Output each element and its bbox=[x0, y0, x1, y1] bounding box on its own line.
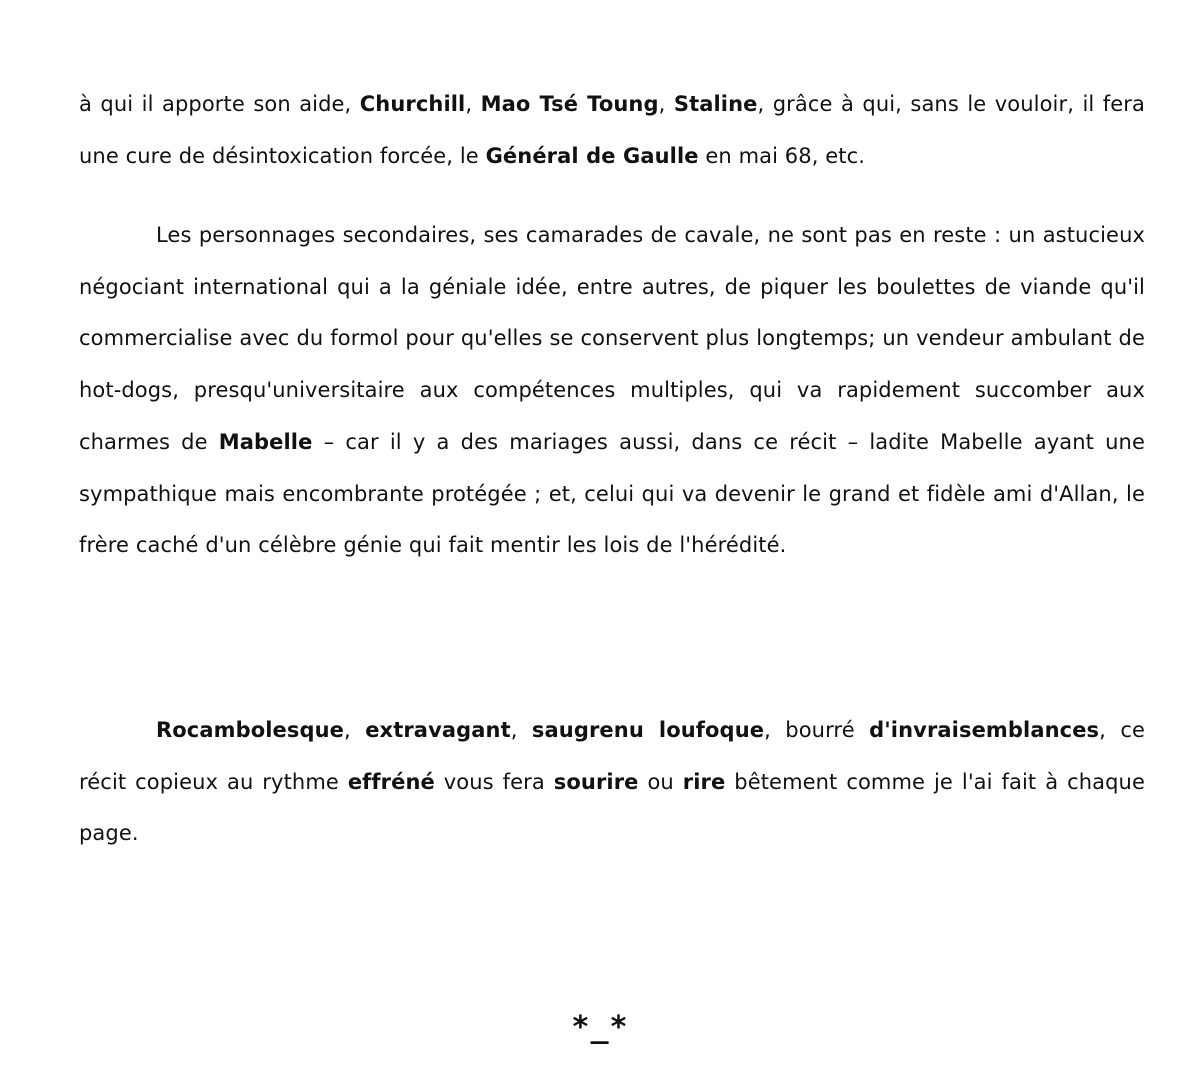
text-segment: , grâce à qui, sans le vouloir, il fera une cure de désintoxication forcée, le bbox=[79, 92, 1145, 168]
text-segment: , bbox=[344, 718, 366, 742]
bold-name-mao: Mao Tsé Toung bbox=[480, 92, 659, 116]
bold-name-staline: Staline bbox=[673, 92, 758, 116]
paragraph-3 bbox=[79, 705, 1145, 860]
bold-word: extravagant bbox=[365, 718, 511, 742]
bold-name-churchill: Churchill bbox=[359, 92, 466, 116]
bold-word: d'invraisemblances bbox=[869, 718, 1100, 742]
section-separator: *_* bbox=[571, 1010, 629, 1045]
text-segment: bêtement comme je l'ai fait à chaque page. bbox=[79, 769, 1145, 846]
bold-word: sourire bbox=[553, 769, 639, 794]
text-segment: , bbox=[658, 92, 674, 116]
paragraph-1 bbox=[79, 79, 1145, 182]
text-segment: en mai 68, etc. bbox=[698, 143, 866, 168]
text-segment: ou bbox=[638, 769, 683, 794]
bold-word: saugrenu loufoque bbox=[531, 718, 765, 742]
text-segment: , bourré bbox=[764, 718, 870, 742]
bold-word: rire bbox=[682, 769, 726, 794]
text-segment: – car il y a des mariages aussi, dans ce récit – ladite Mabelle ayant une sympathique mais encombrante protégée ; et, celui qui va devenir le grand et fidèle ami d'Allan, le frère caché d'un célèbre génie qui fait mentir les lois de l'hérédité. bbox=[79, 429, 1145, 558]
bold-name-mabelle: Mabelle bbox=[218, 429, 313, 454]
text-segment: , ce récit copieux au rythme bbox=[79, 718, 1145, 794]
text-segment: Les personnages secondaires, ses camarades de cavale, ne sont pas en reste : un astucieux négociant international qui a la géniale idée, entre autres, de piquer les boulettes de viande qu'il commercialise avec du formol pour qu'elles se conservent plus longtemps; un vendeur ambulant de hot-dogs, presqu'universitaire aux compétences multiples, qui va rapidement succomber aux charmes de bbox=[79, 223, 1145, 454]
text-segment: , bbox=[465, 92, 481, 116]
bold-word: Rocambolesque bbox=[156, 718, 345, 742]
paragraph-2 bbox=[79, 210, 1145, 572]
text-segment: vous fera bbox=[434, 769, 554, 794]
bold-word: effréné bbox=[347, 769, 435, 794]
text-segment: , bbox=[510, 718, 532, 742]
bold-name-de-gaulle: Général de Gaulle bbox=[485, 143, 699, 168]
text-segment: à qui il apporte son aide, bbox=[79, 92, 360, 116]
